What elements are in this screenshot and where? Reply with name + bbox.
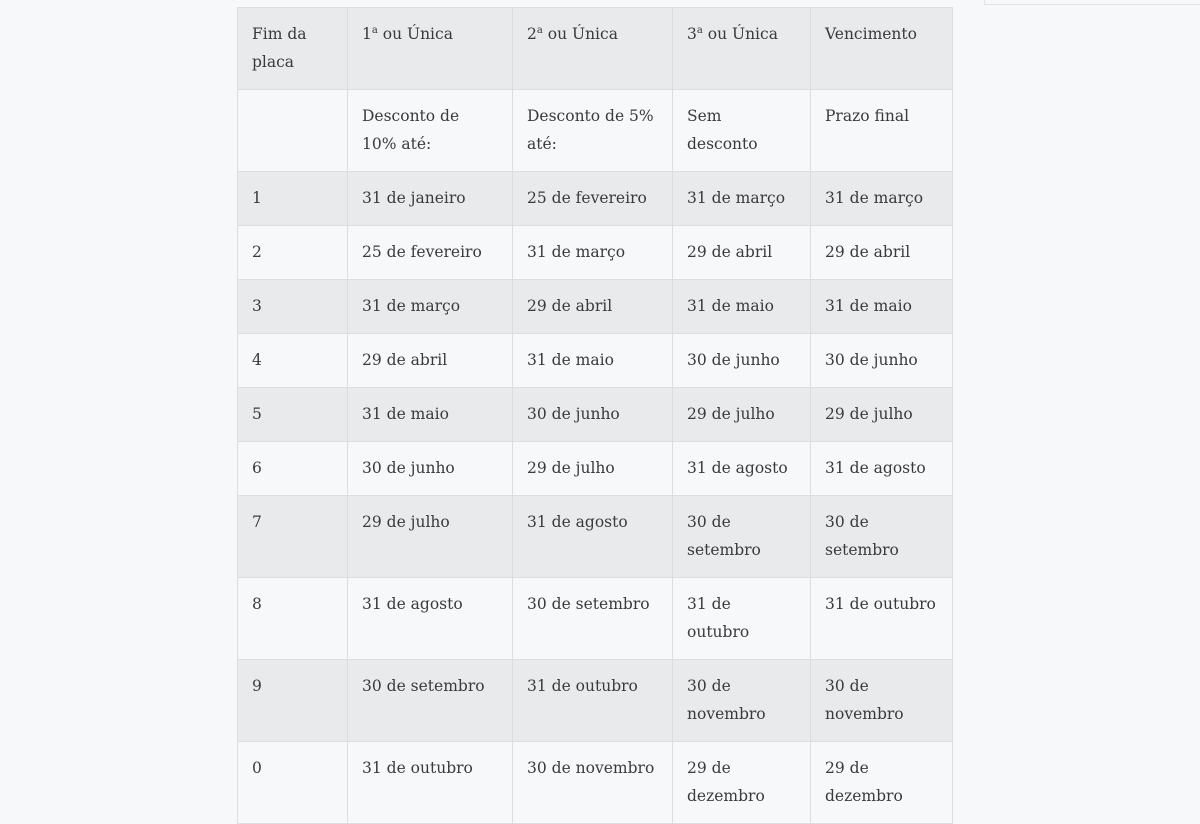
- plate-ending-cell: 3: [238, 280, 348, 334]
- table-row: [238, 742, 953, 824]
- date-cell: 29 de julho: [348, 496, 513, 578]
- header-ordinal: 2: [527, 25, 537, 43]
- date-cell: 29 de julho: [513, 442, 673, 496]
- date-cell: 30 de junho: [513, 388, 673, 442]
- ipva-schedule-table: [237, 7, 953, 824]
- header-plate-end-line2: placa: [252, 53, 295, 71]
- table-row: [238, 172, 953, 226]
- table-subheader-row: [238, 90, 953, 172]
- date-cell: 31 de agosto: [513, 496, 673, 578]
- header-installment-1: [348, 8, 513, 90]
- header-ordinal-sup: a: [371, 24, 378, 36]
- plate-ending-cell: 4: [238, 334, 348, 388]
- date-cell: 30 de setembro: [811, 496, 953, 578]
- date-cell: 31 de março: [673, 172, 811, 226]
- date-cell: 31 de maio: [811, 280, 953, 334]
- date-cell: 30 de novembro: [513, 742, 673, 824]
- date-cell: 30 de setembro: [348, 660, 513, 742]
- header-ordinal-sup: a: [696, 24, 703, 36]
- date-cell: 30 de novembro: [673, 660, 811, 742]
- date-cell: 31 de outubro: [513, 660, 673, 742]
- date-cell: 30 de setembro: [513, 578, 673, 660]
- date-cell: 31 de março: [513, 226, 673, 280]
- date-cell: 31 de janeiro: [348, 172, 513, 226]
- header-due-date-label: Vencimento: [825, 25, 917, 43]
- subheader-cell: Desconto de 5% até:: [513, 90, 673, 172]
- date-cell: 29 de dezembro: [673, 742, 811, 824]
- date-cell: 31 de março: [811, 172, 953, 226]
- table-row: [238, 578, 953, 660]
- date-cell: 30 de novembro: [811, 660, 953, 742]
- table-row: [238, 280, 953, 334]
- plate-ending-cell: 2: [238, 226, 348, 280]
- date-cell: 30 de setembro: [673, 496, 811, 578]
- date-cell: 31 de março: [348, 280, 513, 334]
- subheader-cell: Desconto de 10% até:: [348, 90, 513, 172]
- header-installment-2: [513, 8, 673, 90]
- date-cell: 30 de junho: [673, 334, 811, 388]
- date-cell: 29 de abril: [348, 334, 513, 388]
- date-cell: 29 de abril: [673, 226, 811, 280]
- table-row: [238, 226, 953, 280]
- table-row: [238, 660, 953, 742]
- table-body: [238, 172, 953, 824]
- header-ordinal: 1: [362, 25, 372, 43]
- table-row: [238, 496, 953, 578]
- date-cell: 31 de outubro: [348, 742, 513, 824]
- date-cell: 30 de junho: [348, 442, 513, 496]
- date-cell: 30 de junho: [811, 334, 953, 388]
- header-ordinal-sup: a: [536, 24, 543, 36]
- date-cell: 31 de agosto: [673, 442, 811, 496]
- subheader-cell: Prazo final: [811, 90, 953, 172]
- header-installment-3: [673, 8, 811, 90]
- header-ordinal: 3: [687, 25, 697, 43]
- header-suffix: ou Única: [377, 25, 453, 43]
- date-cell: 31 de agosto: [348, 578, 513, 660]
- date-cell: 29 de abril: [811, 226, 953, 280]
- date-cell: 29 de julho: [673, 388, 811, 442]
- date-cell: 31 de maio: [348, 388, 513, 442]
- header-plate-end-line1: Fim da: [252, 25, 307, 43]
- header-suffix: ou Única: [542, 25, 618, 43]
- plate-ending-cell: 7: [238, 496, 348, 578]
- table-row: [238, 388, 953, 442]
- header-due-date: [811, 8, 953, 90]
- plate-ending-cell: 0: [238, 742, 348, 824]
- plate-ending-cell: 9: [238, 660, 348, 742]
- date-cell: 29 de abril: [513, 280, 673, 334]
- plate-ending-cell: 5: [238, 388, 348, 442]
- date-cell: 31 de outubro: [673, 578, 811, 660]
- plate-ending-cell: 1: [238, 172, 348, 226]
- date-cell: 31 de maio: [673, 280, 811, 334]
- subheader-cell: [238, 90, 348, 172]
- header-plate-end: [238, 8, 348, 90]
- table-row: [238, 334, 953, 388]
- table-row: [238, 442, 953, 496]
- subheader-cell: Sem desconto: [673, 90, 811, 172]
- date-cell: 25 de fevereiro: [348, 226, 513, 280]
- date-cell: 31 de maio: [513, 334, 673, 388]
- sidebar-edge: [984, 0, 1200, 5]
- date-cell: 31 de outubro: [811, 578, 953, 660]
- date-cell: 31 de agosto: [811, 442, 953, 496]
- date-cell: 25 de fevereiro: [513, 172, 673, 226]
- date-cell: 29 de dezembro: [811, 742, 953, 824]
- plate-ending-cell: 6: [238, 442, 348, 496]
- plate-ending-cell: 8: [238, 578, 348, 660]
- header-suffix: ou Única: [702, 25, 778, 43]
- table-header-row: [238, 8, 953, 90]
- date-cell: 29 de julho: [811, 388, 953, 442]
